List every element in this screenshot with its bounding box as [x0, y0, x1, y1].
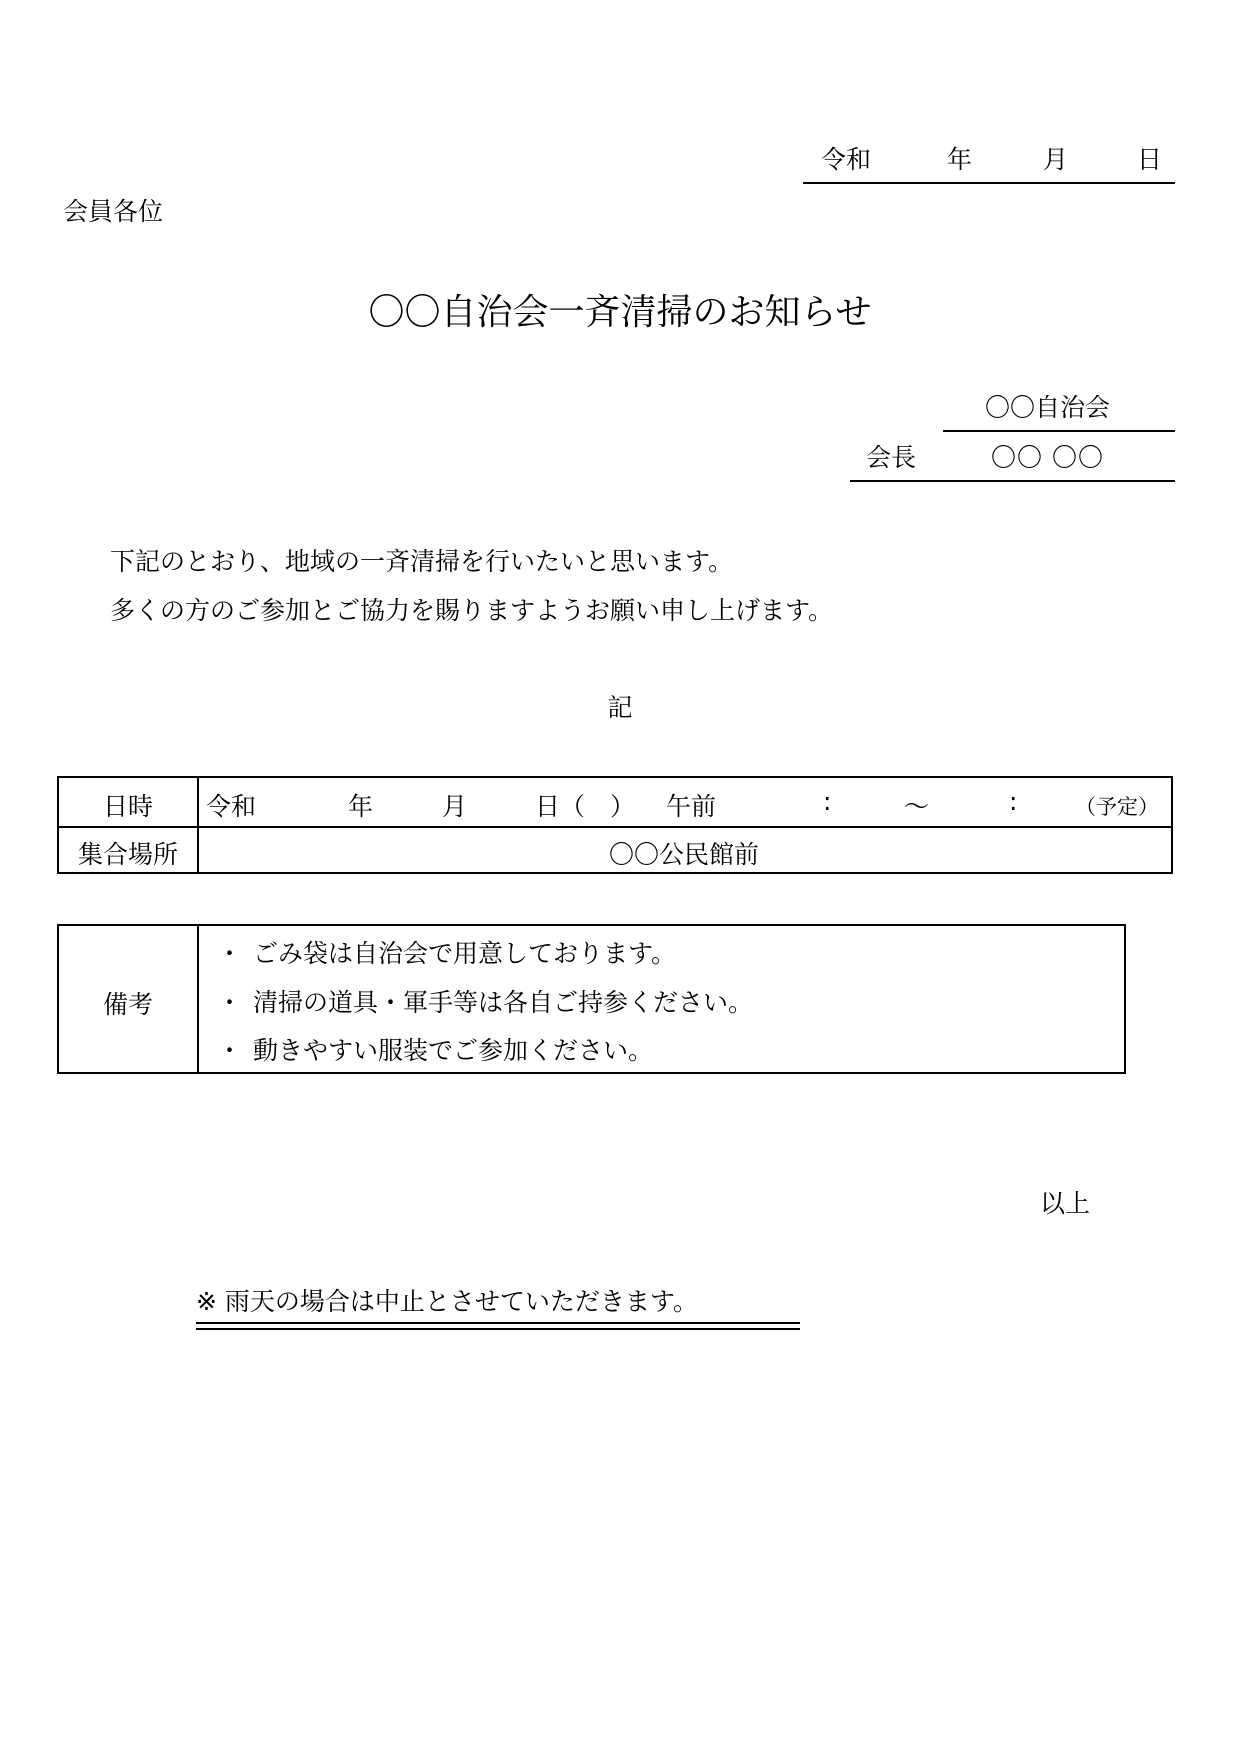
remarks-table: [57, 924, 1126, 1074]
bullet: ・: [217, 1036, 243, 1065]
closing-text: 以上: [1040, 1189, 1091, 1218]
rain-notice-text: ※ 雨天の場合は中止とさせていただきます。: [196, 1287, 698, 1316]
sender-name: 〇〇 〇〇: [991, 443, 1104, 472]
datetime-am: 午前: [666, 792, 717, 821]
sender-org: 〇〇自治会: [985, 393, 1111, 422]
ki-heading: 記: [607, 693, 633, 722]
remarks-text: 動きやすい服装でご参加ください。: [253, 1036, 654, 1065]
date-line: [803, 140, 1175, 184]
date-year: 年: [947, 145, 973, 174]
remarks-text: ごみ袋は自治会で用意しております。: [253, 939, 677, 968]
remarks-text: 清掃の道具・軍手等は各自ご持参ください。: [253, 988, 754, 1017]
datetime-label: 日時: [102, 792, 153, 821]
bullet: ・: [217, 988, 243, 1017]
date-era: 令和: [821, 145, 872, 174]
recipient: 会員各位: [63, 197, 164, 226]
datetime-colon-start: :: [823, 787, 832, 816]
sender-org-line: [943, 388, 1175, 432]
place-value: 〇〇公民館前: [608, 840, 759, 869]
bullet: ・: [217, 939, 243, 968]
remarks-item: [217, 983, 753, 1019]
remarks-label: 備考: [102, 990, 153, 1019]
rain-notice: [196, 1282, 800, 1322]
date-month: 月: [1043, 145, 1069, 174]
body-line-2: 多くの方のご参加とご協力を賜りますようお願い申し上げます。: [110, 596, 834, 625]
datetime-day: 日（ ）: [535, 792, 636, 821]
place-label: 集合場所: [77, 840, 178, 869]
datetime-colon-end: :: [1009, 787, 1018, 816]
remarks-item: [217, 1031, 653, 1067]
remarks-item: [217, 934, 676, 970]
sender-chair-line: [850, 436, 1175, 482]
datetime-year: 年: [348, 792, 374, 821]
datetime-month: 月: [442, 792, 468, 821]
datetime-era: 令和: [206, 792, 257, 821]
date-day: 日: [1137, 145, 1163, 174]
double-underline: [196, 1322, 800, 1330]
sender-role: 会長: [866, 443, 917, 472]
table-divider: [59, 826, 1171, 828]
table-divider: [197, 926, 199, 1072]
schedule-table: [57, 776, 1173, 874]
body-line-1: 下記のとおり、地域の一斉清掃を行いたいと思います。: [110, 547, 734, 576]
page-title: 〇〇自治会一斉清掃のお知らせ: [368, 292, 872, 333]
datetime-tilde: ～: [904, 792, 930, 821]
datetime-tentative: （予定）: [1075, 795, 1159, 819]
